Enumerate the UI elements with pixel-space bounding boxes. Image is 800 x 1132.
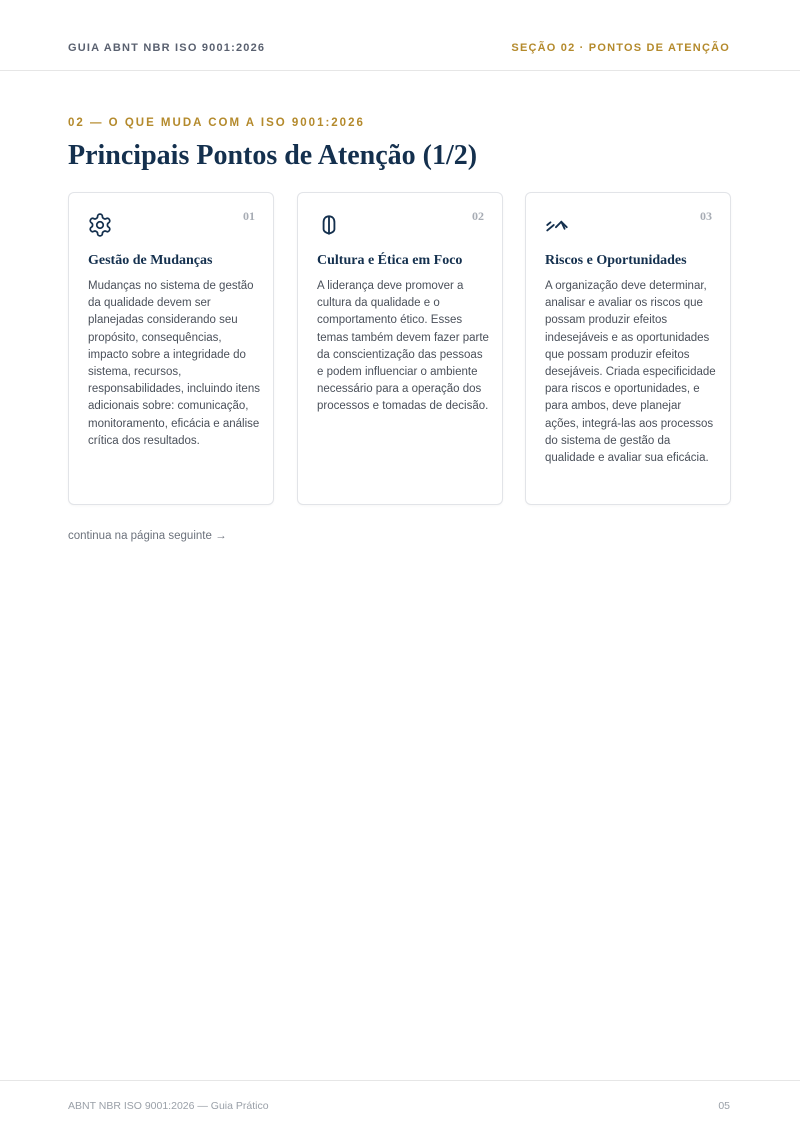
- page-header: [0, 0, 800, 71]
- header-guide-title: GUIA ABNT NBR ISO 9001:2026: [68, 42, 266, 54]
- footer-divider: [0, 1080, 800, 1081]
- header-section-label: SEÇÃO 02 · PONTOS DE ATENÇÃO: [511, 42, 730, 54]
- section-kicker: 02 — O QUE MUDA COM A ISO 9001:2026: [68, 117, 365, 129]
- card-body: A organização deve determinar, analisar e avaliar os riscos que possam produzir efeitos indesejáveis e as oportunidades que possam produzir efeitos desejáveis. Criada especificidade para riscos e oportunidades, e para ambos, deve planejar ações, integrá-las aos processos do sistema de gestão da qualidade e avaliar sua eficácia.: [545, 280, 716, 465]
- card-number: 03: [700, 209, 712, 223]
- attention-card-risks-opportunities: [525, 192, 731, 505]
- card-title: Gestão de Mudanças: [88, 253, 213, 268]
- card-title: Cultura e Ética em Foco: [317, 253, 463, 268]
- card-body: Mudanças no sistema de gestão da qualidade devem ser planejadas considerando seu propósito, consequências, impacto sobre a integridade do sistema, recursos, responsabilidades, incluindo itens adicionais sobre: comunicação, monitoramento, eficácia e análise crítica dos resultados.: [88, 280, 260, 447]
- chart-trend-icon: [544, 212, 570, 238]
- continue-next-page-note: continua na página seguinte →: [68, 530, 227, 542]
- page-number: 05: [718, 1100, 730, 1112]
- attention-card-change-management: [68, 192, 274, 505]
- footer-guide-title: ABNT NBR ISO 9001:2026 — Guia Prático: [68, 1100, 269, 1112]
- book-open-icon: [316, 212, 342, 238]
- gear-icon: [87, 212, 113, 238]
- attention-card-culture-ethics: [297, 192, 503, 505]
- page-title: Principais Pontos de Atenção (1/2): [68, 140, 478, 171]
- card-title: Riscos e Oportunidades: [545, 253, 687, 268]
- card-number: 02: [472, 209, 484, 223]
- card-number: 01: [243, 209, 255, 223]
- card-body: A liderança deve promover a cultura da qualidade e o comportamento ético. Esses temas também devem fazer parte da conscientização das pessoas e podem influenciar o ambiente necessário para a operação dos processos e tomadas de decisão.: [317, 280, 489, 413]
